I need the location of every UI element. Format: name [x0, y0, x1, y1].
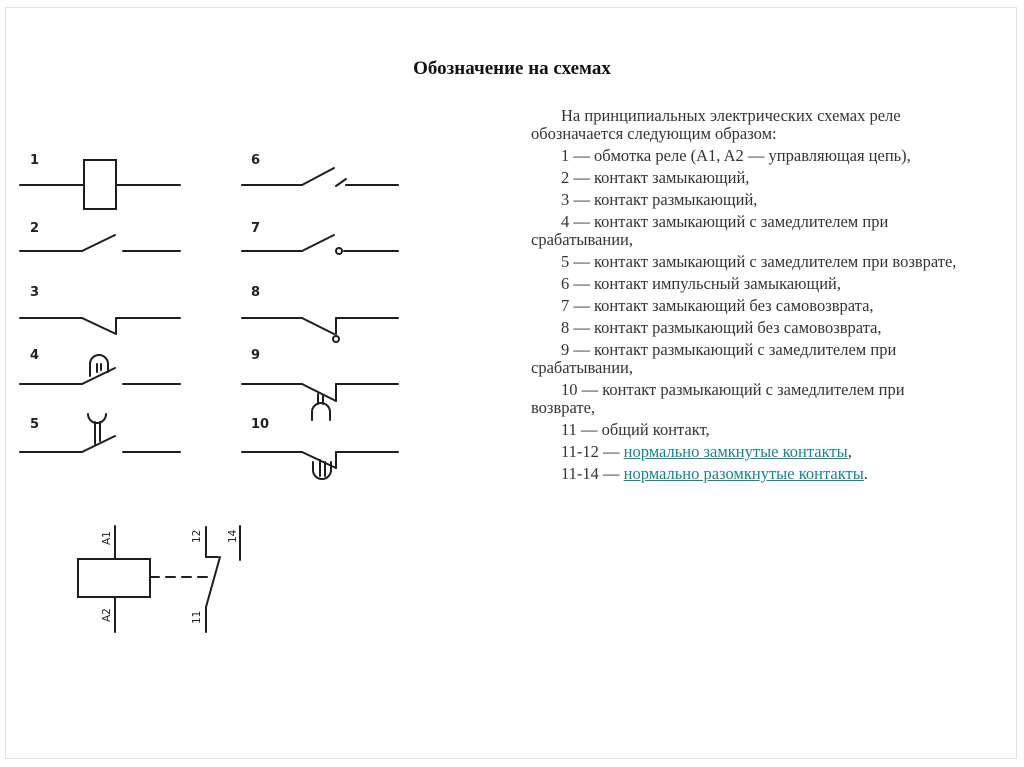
list-item: 5 — контакт замыкающий с замедлителем при возврате, — [561, 252, 957, 271]
list-item: 8 — контакт размыкающий без самовозврата, — [561, 318, 882, 337]
pin-label-14: 14 — [227, 529, 239, 543]
symbol-number-6: 6 — [251, 153, 261, 168]
list-item: 3 — контакт размыкающий, — [561, 190, 758, 209]
symbol-break-contact-no-return — [242, 318, 398, 342]
list-item-nc — [531, 443, 971, 461]
symbol-number-3: 3 — [30, 285, 40, 300]
list-item: 9 — контакт размыкающий с замедлителем при срабатывании, — [531, 340, 897, 377]
nc-prefix: 11-12 — — [561, 442, 624, 461]
list-item-no — [531, 465, 971, 483]
symbol-number-1: 1 — [30, 153, 40, 168]
no-prefix: 11-14 — — [561, 464, 624, 483]
symbol-impulse-make-contact — [242, 168, 398, 186]
normally-closed-link[interactable]: нормально замкнутые контакты — [623, 442, 848, 461]
pin-label-a1: A1 — [101, 531, 113, 545]
nc-suffix: , — [847, 442, 852, 461]
symbol-number-4: 4 — [30, 348, 40, 363]
normally-open-link[interactable]: нормально разомкнутые контакты — [623, 464, 864, 483]
symbol-make-contact-no-return — [242, 235, 398, 254]
page-title: Обозначение на схемах — [413, 58, 611, 79]
list-item: 10 — контакт размыкающий с замедлителем при возврате, — [531, 380, 905, 417]
list-item: 4 — контакт замыкающий с замедлителем при срабатывании, — [531, 212, 889, 249]
symbol-make-contact — [20, 235, 180, 251]
no-suffix: . — [863, 464, 868, 483]
list-item: 1 — обмотка реле (A1, A2 — управляющая цепь), — [561, 146, 911, 165]
symbol-break-contact — [20, 318, 180, 334]
symbol-make-contact-delay-release — [20, 414, 180, 452]
pin-label-a2: A2 — [101, 608, 113, 622]
symbol-number-9: 9 — [251, 348, 261, 363]
symbol-number-10: 10 — [251, 417, 270, 432]
symbol-number-5: 5 — [30, 417, 40, 432]
intro-paragraph: На принципиальных электрических схемах реле обозначается следующим образом: — [531, 106, 901, 143]
symbol-number-8: 8 — [251, 285, 261, 300]
symbol-relay-coil — [20, 160, 180, 209]
list-item: 6 — контакт импульсный замыкающий, — [561, 274, 841, 293]
description-text — [531, 107, 971, 487]
pin-label-11: 11 — [191, 610, 203, 624]
list-item: 11 — общий контакт, — [561, 420, 710, 439]
symbol-break-contact-delay-operate — [242, 384, 398, 420]
symbol-number-7: 7 — [251, 221, 261, 236]
symbol-make-contact-delay-operate — [20, 355, 180, 384]
list-item: 2 — контакт замыкающий, — [561, 168, 750, 187]
pin-label-12: 12 — [191, 529, 203, 543]
symbol-break-contact-delay-release — [242, 452, 398, 479]
symbol-number-2: 2 — [30, 221, 40, 236]
list-item: 7 — контакт замыкающий без самовозврата, — [561, 296, 874, 315]
